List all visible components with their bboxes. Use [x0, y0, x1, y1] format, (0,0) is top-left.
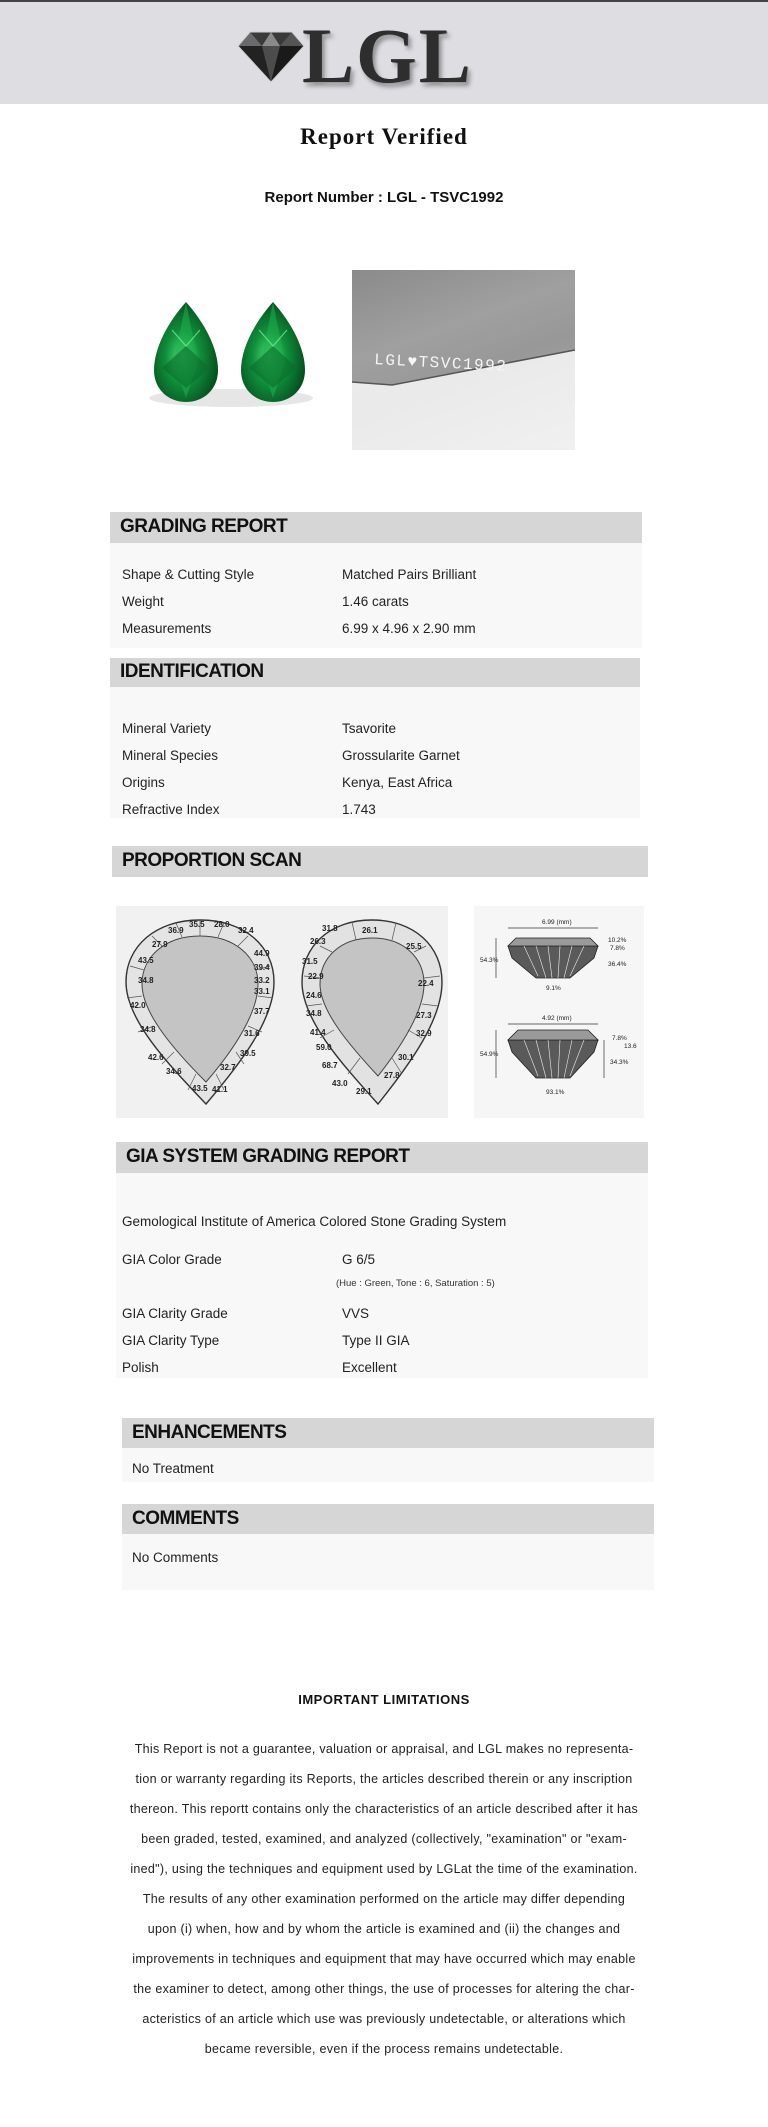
- proportion-scan-heading-bar: [112, 846, 648, 877]
- laser-inscription-photo: [352, 270, 575, 450]
- row-value: Tsavorite: [342, 721, 397, 736]
- profile-label: 4.92 (mm): [542, 1015, 572, 1022]
- row-label: Polish: [122, 1360, 159, 1375]
- limitations-line: became reversible, even if the process remains undetectable.: [204, 2042, 564, 2056]
- crown-label: 32.7: [220, 1063, 236, 1072]
- row-value: 1.46 carats: [342, 594, 409, 609]
- page-title: Report Verified: [300, 124, 468, 149]
- proportion-scan-heading: PROPORTION SCAN: [122, 850, 302, 871]
- report-number: Report Number : LGL - TSVC1992: [264, 189, 504, 206]
- row-value: Type II GIA: [342, 1333, 410, 1348]
- pavilion-label: 43.0: [332, 1079, 348, 1088]
- row-label: GIA Clarity Type: [122, 1333, 220, 1348]
- enhancements-heading: ENHANCEMENTS: [132, 1422, 287, 1443]
- profile-label: 6.99 (mm): [542, 919, 572, 926]
- pavilion-diagram: [302, 920, 442, 1104]
- pavilion-label: 25.5: [406, 942, 422, 951]
- pavilion-label: 68.7: [322, 1061, 338, 1070]
- limitations-line: tion or warranty regarding its Reports, the articles described therein or any inscription: [135, 1772, 633, 1786]
- pavilion-label: 27.3: [416, 1011, 432, 1020]
- crown-label: 37.7: [254, 1007, 270, 1016]
- profile-label: 13.6: [624, 1043, 637, 1050]
- crown-label: 33.2: [254, 976, 270, 985]
- crown-label: 42.6: [148, 1053, 164, 1062]
- pavilion-label: 59.0: [316, 1043, 332, 1052]
- row-label: Mineral Species: [122, 748, 219, 763]
- gem-left: [154, 302, 218, 402]
- row-value: Grossularite Garnet: [342, 748, 460, 763]
- limitations-line: the examiner to detect, among other things, the use of processes for altering the char-: [133, 1982, 635, 1996]
- profile-label: 34.3%: [610, 1059, 629, 1066]
- pavilion-label: 24.6: [306, 991, 322, 1000]
- header-banner: [0, 0, 768, 104]
- limitations-line: ined"), using the techniques and equipment used by LGLat the time of the examination.: [130, 1862, 638, 1876]
- proportion-scan-profile-diagrams: [474, 906, 644, 1118]
- enhancements-heading-bar: [122, 1418, 654, 1448]
- gem-right: [241, 302, 305, 402]
- row-label: Weight: [122, 594, 164, 609]
- pavilion-label: 26.3: [310, 937, 326, 946]
- identification-heading: IDENTIFICATION: [120, 661, 264, 682]
- crown-label: 34.8: [140, 1025, 156, 1034]
- gia-heading: GIA SYSTEM GRADING REPORT: [126, 1146, 410, 1167]
- profile-label: 7.8%: [610, 945, 625, 952]
- crown-label: 36.9: [168, 926, 184, 935]
- pavilion-label: 31.5: [302, 957, 318, 966]
- profile-label: 36.4%: [608, 961, 627, 968]
- crown-label: 32.4: [238, 926, 254, 935]
- gia-heading-bar: [116, 1142, 648, 1173]
- limitations-line: been graded, tested, examined, and analyzed (collectively, "examination" or "exam-: [141, 1832, 627, 1846]
- crown-label: 31.6: [244, 1029, 260, 1038]
- crown-label: 28.0: [214, 920, 230, 929]
- pavilion-label: 29.1: [356, 1087, 372, 1096]
- profile-diagram-top: [480, 919, 627, 992]
- crown-label: 35.5: [189, 920, 205, 929]
- logo-text: LGL: [302, 12, 473, 99]
- gemstone-photo: [136, 270, 326, 460]
- row-label: Shape & Cutting Style: [122, 567, 255, 582]
- pavilion-label: 26.1: [362, 926, 378, 935]
- grading-report-heading-bar: [110, 512, 642, 543]
- limitations-line: This Report is not a guarantee, valuation or appraisal, and LGL makes no representa-: [134, 1742, 634, 1756]
- crown-label: 34.8: [138, 976, 154, 985]
- pavilion-label: 41.4: [310, 1028, 326, 1037]
- comments-heading: COMMENTS: [132, 1508, 239, 1529]
- limitations-line: thereon. This reportt contains only the characteristics of an article described after it has: [129, 1802, 639, 1816]
- crown-label: 34.6: [166, 1067, 182, 1076]
- crown-label: 42.0: [130, 1001, 146, 1010]
- limitations-line: upon (i) when, how and by whom the article is examined and (ii) the changes and: [147, 1922, 621, 1936]
- diamond-icon: [236, 28, 306, 84]
- row-value: 1.743: [342, 802, 376, 817]
- row-label: Measurements: [122, 621, 212, 636]
- row-label: Mineral Variety: [122, 721, 212, 736]
- profile-label: 7.8%: [612, 1035, 627, 1042]
- pavilion-label: 27.8: [384, 1071, 400, 1080]
- comments-value: No Comments: [132, 1550, 219, 1565]
- gia-color-note: (Hue : Green, Tone : 6, Saturation : 5): [336, 1278, 495, 1289]
- pavilion-label: 32.9: [416, 1029, 432, 1038]
- profile-label: 10.2%: [608, 937, 627, 944]
- crown-label: 43.5: [138, 956, 154, 965]
- crown-label: 41.1: [212, 1085, 228, 1094]
- row-value: Kenya, East Africa: [342, 775, 453, 790]
- lgl-logo[interactable]: [236, 12, 488, 99]
- row-label: GIA Clarity Grade: [122, 1306, 228, 1321]
- crown-label: 39.4: [254, 963, 270, 972]
- profile-label: 93.1%: [546, 1089, 565, 1096]
- proportion-scan-pear-diagrams: [116, 906, 448, 1118]
- row-label: Origins: [122, 775, 165, 790]
- crown-label: 33.1: [254, 987, 270, 996]
- comments-heading-bar: [122, 1504, 654, 1534]
- pavilion-label: 22.4: [418, 979, 434, 988]
- row-value: VVS: [342, 1306, 370, 1321]
- crown-label: 43.5: [192, 1084, 208, 1093]
- pavilion-label: 34.8: [306, 1009, 322, 1018]
- profile-diagram-bottom: [480, 1015, 637, 1096]
- profile-label: 9.1%: [546, 985, 561, 992]
- limitations-heading: IMPORTANT LIMITATIONS: [298, 1692, 470, 1707]
- row-value: Excellent: [342, 1360, 397, 1375]
- enhancements-value: No Treatment: [132, 1461, 214, 1476]
- crown-diagram: [126, 920, 274, 1104]
- row-value: Matched Pairs Brilliant: [342, 567, 477, 582]
- crown-label: 27.9: [152, 940, 168, 949]
- pavilion-label: 22.9: [308, 972, 324, 981]
- crown-label: 44.9: [254, 949, 270, 958]
- limitations-line: improvements in techniques and equipment that may have occurred which may enable: [132, 1952, 636, 1966]
- row-label: Refractive Index: [122, 802, 220, 817]
- profile-label: 54.3%: [480, 957, 499, 964]
- crown-label: 39.5: [240, 1049, 256, 1058]
- profile-label: 54.9%: [480, 1051, 499, 1058]
- limitations-line: acteristics of an article which use was previously undetectable, or alterations which: [142, 2012, 626, 2026]
- pavilion-label: 31.8: [322, 924, 338, 933]
- inscription-text: LGL♥TSVC1992: [373, 351, 508, 376]
- gia-system-label: Gemological Institute of America Colored Stone Grading System: [122, 1214, 507, 1229]
- limitations-text: [115, 1734, 653, 2064]
- row-value: 6.99 x 4.96 x 2.90 mm: [342, 621, 476, 636]
- identification-heading-bar: [110, 658, 640, 687]
- grading-report-heading: GRADING REPORT: [120, 516, 288, 537]
- limitations-line: The results of any other examination performed on the article may differ depending: [142, 1892, 626, 1906]
- pavilion-label: 30.1: [398, 1053, 414, 1062]
- row-label: GIA Color Grade: [122, 1252, 222, 1267]
- row-value: G 6/5: [342, 1252, 376, 1267]
